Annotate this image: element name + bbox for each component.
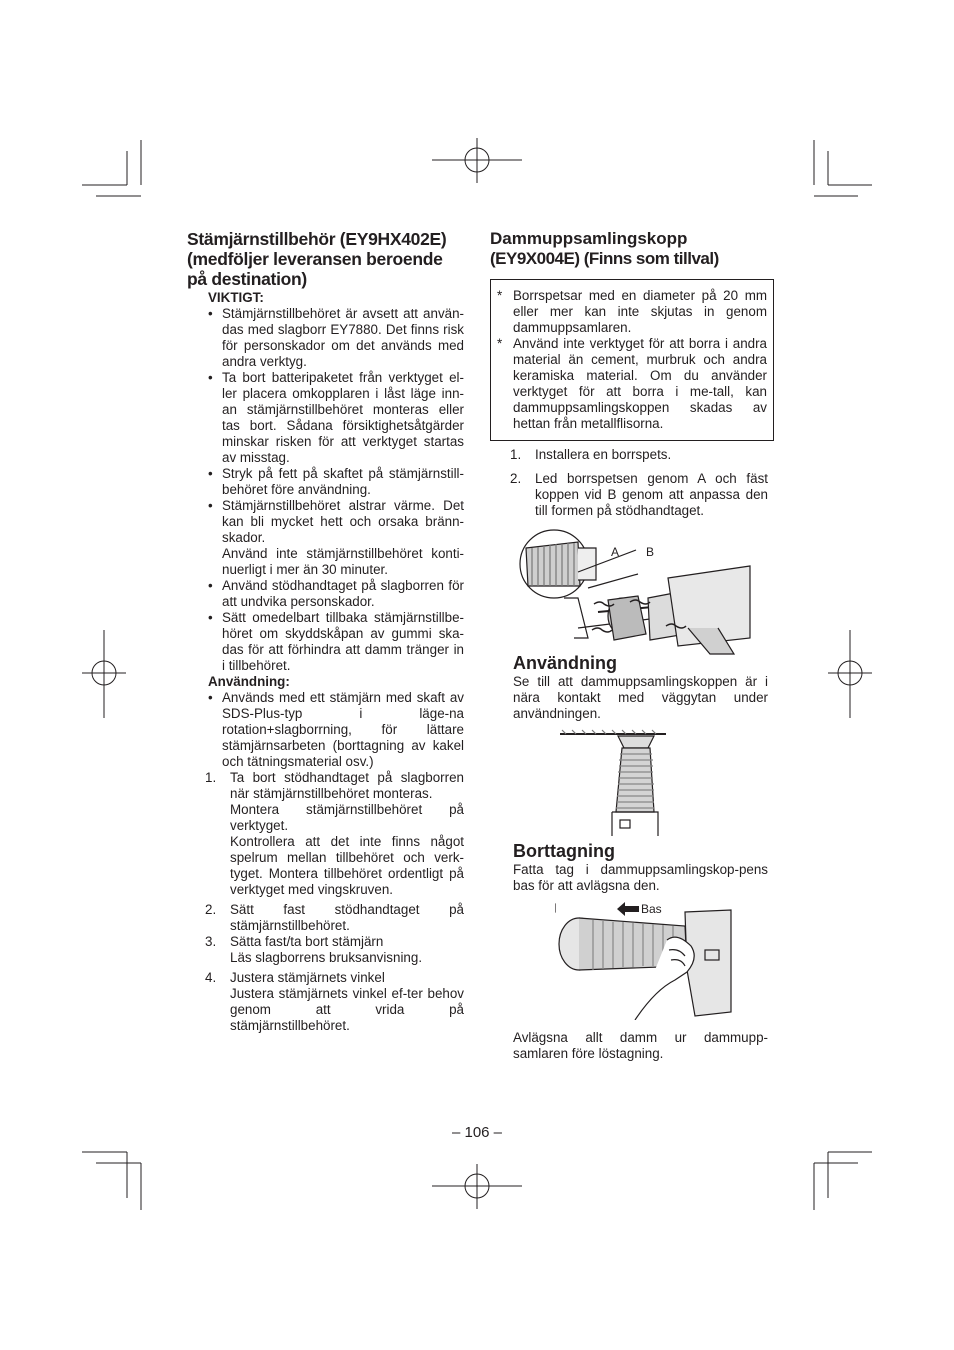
step-number: 1. <box>510 447 522 462</box>
dust-cup-install-illustration <box>518 528 754 656</box>
viktigt-item: • Stämjärnstillbehöret är avsett att använ-das med slagborr EY7880. Det finns risk för personskador om det används med andra verktyg. <box>208 306 464 370</box>
label-b: B <box>646 545 655 559</box>
left-section-title <box>187 229 464 289</box>
right-title-line: Dammuppsamlingskopp <box>490 229 688 248</box>
borttagning-title: Borttagning <box>513 841 615 861</box>
anvandning-label: Användning: <box>208 674 290 689</box>
arrow-left-icon <box>617 902 639 916</box>
step-line: Sätt fast stödhandtaget på stämjärnstillbehöret. <box>230 902 464 933</box>
viktigt-item: • Stryk på fett på skaftet på stämjärnstill-behöret före användning. <box>208 466 464 498</box>
step-line: Justera stämjärnets vinkel <box>230 970 385 985</box>
step-4 <box>205 970 464 1034</box>
left-steps <box>205 770 464 1034</box>
step-1 <box>205 770 464 898</box>
step-line: Sätta fast/ta bort stämjärn <box>230 934 384 949</box>
right-step-1 <box>510 447 768 463</box>
step-text: Installera en borrspets. <box>535 447 672 462</box>
step-line: Läs slagborrens bruksanvisning. <box>230 950 423 965</box>
step-3 <box>205 934 464 966</box>
anvandning-title: Användning <box>513 653 617 673</box>
step-line: Ta bort stödhandtaget på slagborren när stämjärnstillbehöret monteras. <box>230 770 464 801</box>
bas-label: Bas <box>641 902 662 916</box>
step-number: 3. <box>205 934 217 949</box>
warning-item <box>497 336 767 432</box>
anvandning-section <box>513 653 768 722</box>
right-section-title <box>490 229 774 269</box>
right-step-2 <box>510 471 768 519</box>
page-number: – 106 – <box>451 1124 503 1141</box>
viktigt-label: VIKTIGT: <box>208 290 264 305</box>
step-text: Led borrspetsen genom A och fäst koppen vid B genom att anpassa den till formen på stödhandtaget. <box>535 471 768 518</box>
anvandning-item: • Används med ett stämjärn med skaft av SDS-Plus-typ i läge-na rotation+slagborrning, för lättare stämjärnsarbeten (borttagning av kakel och tätningsmaterial osv.) <box>208 690 464 770</box>
borttagning-text: Fatta tag i dammuppsamlingskop-pens bas för att avlägsna den. <box>513 862 768 893</box>
left-column <box>187 229 464 1034</box>
step-number: 2. <box>205 902 217 917</box>
viktigt-item: • Stämjärnstillbehöret alstrar värme. Det kan bli mycket hett och orsaka bränn-skador. <box>208 498 464 546</box>
step-number: 1. <box>205 770 217 785</box>
step-line: Justera stämjärnets vinkel ef-ter behov genom att vrida på stämjärnstillbehöret. <box>230 986 464 1033</box>
anvandning-text: Se till att dammuppsamlingskoppen är i nära kontakt med väggytan under användningen. <box>513 674 768 721</box>
step-line: Kontrollera att det inte finns något spelrum mellan tillbehöret och verk-tyget. Montera tillbehöret ordentligt på verktyget med vingskruven. <box>230 834 464 897</box>
asterisk-marker: * <box>497 336 503 351</box>
right-column <box>490 229 774 519</box>
left-title-line: Stämjärnstillbehör (EY9HX402E) <box>187 229 447 249</box>
left-title-line: (medföljer leveransen beroende <box>187 249 443 269</box>
dust-cup-ceiling-illustration <box>558 728 668 836</box>
left-title-line: på destination) <box>187 269 307 289</box>
borttagning-section <box>513 841 768 894</box>
right-title-line: (EY9X004E) (Finns som tillval) <box>490 249 719 268</box>
warning-text: Använd inte verktyget för att borra i andra material än cement, murbruk och andra keramiska material. Om du använder verktyget för att borra i me-tall, kan dammuppsamlingskoppen skadas av hettan från metallflisorna. <box>513 336 767 431</box>
asterisk-marker: * <box>497 288 503 303</box>
step-2 <box>205 902 464 934</box>
viktigt-item: • Ta bort batteripaketet från verktyget el-ler placera omkopplaren i låst läge inn-an stämjärnstillbehöret monteras eller tas bort. Sådana försiktighetsåtgärder minskar risken för att verktyget startas av misstag. <box>208 370 464 466</box>
dust-cup-removal-illustration <box>555 900 733 1020</box>
warning-item <box>497 288 767 336</box>
warning-box <box>490 279 774 441</box>
label-a: A <box>611 545 620 559</box>
viktigt-item-continued: Använd inte stämjärnstillbehöret konti-nuerligt i mer än 30 minuter. <box>222 546 464 577</box>
warning-text: Borrspetsar med en diameter på 20 mm eller mer kan inte skjutas in genom dammuppsamlaren. <box>513 288 767 335</box>
step-line: Montera stämjärnstillbehöret på verktyget. <box>230 802 464 833</box>
step-number: 2. <box>510 471 522 486</box>
final-text: Avlägsna allt damm ur dammupp-samlaren före löstagning. <box>513 1030 768 1061</box>
viktigt-item: • Använd stödhandtaget på slagborren för att undvika personskador. <box>208 578 464 610</box>
step-number: 4. <box>205 970 217 985</box>
viktigt-item: • Sätt omedelbart tillbaka stämjärnstillbe-höret om skyddskåpan av gummi ska-das för att förhindra att damm tränger in i tillbehöret. <box>208 610 464 674</box>
